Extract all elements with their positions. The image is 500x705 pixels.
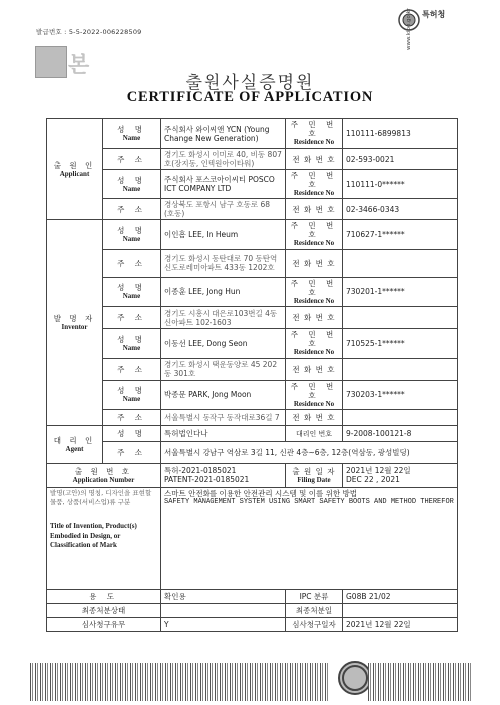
inventor-4-tel [343,409,458,425]
inventor-1-name-label: 성 명 Name [103,220,161,249]
usage-value: 확인용 [161,589,286,603]
inventor-2-res-no: 730201-1****** [343,277,458,306]
applicant-label: 출 원 인 Applicant [47,119,103,220]
original-stamp-label: 본 [68,53,90,78]
ipc-value: G08B 21/02 [343,589,458,603]
exam-request-date-label: 심사청구일자 [286,617,343,631]
ipc-label: IPC 분류 [286,589,343,603]
agent-no-label: 대리인 번호 [286,425,343,441]
inventor-3-tel-label: 전 화 번 호 [286,358,343,380]
agent-addr-label: 주 소 [103,441,161,463]
agent-name: 특허법인다나 [161,425,286,441]
applicant-2-addr-label: 주 소 [103,199,161,220]
application-number-label: 출 원 번 호 Application Number [47,463,161,487]
inventor-3-res-no: 710525-1****** [343,329,458,358]
inventor-4-address: 서울특별시 동작구 동작대로36길 7 [161,409,286,425]
exam-request-label: 심사청구유무 [47,617,161,631]
inventor-label: 발 명 자 Inventor [47,220,103,426]
inventor-1-addr-label: 주 소 [103,249,161,277]
invention-title [161,487,458,589]
security-emblem-icon [338,661,372,695]
certificate-table [46,118,458,632]
final-status-label: 최종처분상태 [47,603,161,617]
security-barcode-left [30,663,330,701]
filing-date-label: 출 원 일 자 Filing Date [286,463,343,487]
applicant-2-res-label: 주 민 번 호 Residence No [286,170,343,199]
inventor-3-tel [343,358,458,380]
inventor-2-address: 경기도 시흥시 대은로103번길 4동 신아파트 102-1603 [161,307,286,329]
agent-address: 서울특별시 강남구 역삼로 3길 11, 신관 4층~6층, 12층(역삼동, 광성빌딩) [161,441,458,463]
inventor-1-res-label: 주 민 번 호 Residence No [286,220,343,249]
application-number [161,463,286,487]
inventor-4-res-no: 730203-1****** [343,380,458,409]
invention-title-label: 발명(고안)의 명칭, 디자인을 표현할 물품, 상품(서비스업)류 구분 Title of Invention, Product(s) Embodied in Design, or Classification of Mark [47,487,161,589]
invention-title-en: SAFETY MANAGEMENT SYSTEM USING SMART SAFETY BOOTS AND METHOD THEREFOR [164,497,454,506]
applicant-2-tel: 02-3466-0343 [343,199,458,220]
filing-date [343,463,458,487]
inventor-1-name: 이인흠 LEE, In Heum [161,220,286,249]
applicant-1-res-label: 주 민 번 호 Residence No [286,119,343,149]
inventor-1-address: 경기도 화성시 동탄대로 70 동탄역신도로레미아파트 433동 1202호 [161,249,286,277]
title-english: CERTIFICATE OF APPLICATION [126,89,374,105]
applicant-2-name: 주식회사 포스코아이씨티 POSCO ICT COMPANY LTD [161,170,286,199]
applicant-2-tel-label: 전 화 번 호 [286,199,343,220]
side-url: www.kipo.go.kr [406,8,412,50]
applicant-2-address: 경상북도 포항시 남구 호동로 68 (호동) [161,199,286,220]
applicant-1-name: 주식회사 와이씨앤 YCN (Young Change New Generation) [161,119,286,149]
applicant-1-tel: 02-593-0021 [343,149,458,170]
inventor-3-addr-label: 주 소 [103,358,161,380]
applicant-2-res-no: 110111-0****** [343,170,458,199]
application-number-en: PATENT-2021-0185021 [164,475,250,485]
exam-request-date: 2021년 12월 22일 [343,617,458,631]
agent-no: 9-2008-100121-8 [343,425,458,441]
invention-title-ko: 스마트 안전화를 이용한 안전관리 시스템 및 이를 위한 방법 [164,488,357,498]
inventor-4-name: 박종문 PARK, Jong Moon [161,380,286,409]
applicant-1-tel-label: 전 화 번 호 [286,149,343,170]
applicant-1-res-no: 110111-6899813 [343,119,458,149]
applicant-1-name-label: 성 명 Name [103,119,161,149]
inventor-4-name-label: 성 명 Name [103,380,161,409]
issue-number: 발급번호 : 5-5-2022-006228509 [36,28,142,36]
inventor-2-tel [343,307,458,329]
usage-label: 용 도 [47,589,161,603]
inventor-4-tel-label: 전 화 번 호 [286,409,343,425]
inventor-3-name-label: 성 명 Name [103,329,161,358]
inventor-3-name: 이동선 LEE, Dong Seon [161,329,286,358]
inventor-4-addr-label: 주 소 [103,409,161,425]
inventor-2-name-label: 성 명 Name [103,277,161,306]
final-status-date-label: 최종처분일 [286,603,343,617]
final-status-value [161,603,286,617]
final-status-date [343,603,458,617]
inventor-2-res-label: 주 민 번 호 Residence No [286,277,343,306]
exam-request-value: Y [161,617,286,631]
inventor-2-name: 이종훈 LEE, Jong Hun [161,277,286,306]
filing-date-ko: 2021년 12월 22일 [346,466,411,476]
applicant-1-address: 경기도 화성시 이미로 40, 비동 807호(장지동, 인텍원아이타워) [161,149,286,170]
applicant-2-name-label: 성 명 Name [103,170,161,199]
agent-label: 대 리 인 Agent [47,425,103,463]
applicant-1-addr-label: 주 소 [103,149,161,170]
inventor-1-res-no: 710627-1****** [343,220,458,249]
inventor-3-address: 경기도 화성시 택운동양로 45 202동 301호 [161,358,286,380]
inventor-1-tel [343,249,458,277]
inventor-2-addr-label: 주 소 [103,307,161,329]
inventor-1-tel-label: 전 화 번 호 [286,249,343,277]
agent-name-label: 성 명 [103,425,161,441]
security-barcode-right [368,663,472,701]
application-number-ko: 특허-2021-0185021 [164,466,237,476]
kipo-seal-label: 특허청 [422,10,446,19]
inventor-4-res-label: 주 민 번 호 Residence No [286,380,343,409]
filing-date-en: DEC 22 , 2021 [346,475,400,485]
inventor-3-res-label: 주 민 번 호 Residence No [286,329,343,358]
inventor-2-tel-label: 전 화 번 호 [286,307,343,329]
title-korean: 출원사실증명원 [185,73,315,93]
